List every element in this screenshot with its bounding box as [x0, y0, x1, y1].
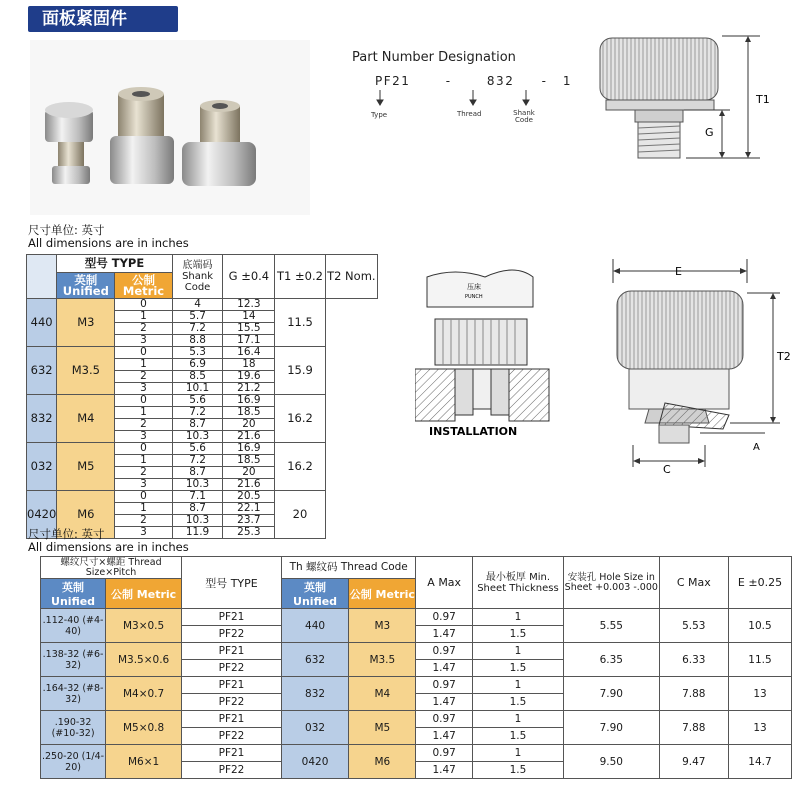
cell-shank: 1 [115, 311, 172, 323]
part-number-title: Part Number Designation [352, 50, 516, 65]
cell-code-metric: M3 [349, 609, 416, 643]
header-min-sheet: 最小板厚 Min. Sheet Thickness [472, 557, 563, 609]
dim-e: E [675, 265, 682, 278]
units-en: All dimensions are in inches [28, 236, 189, 250]
cell-g: 8.5 [172, 371, 223, 383]
cell-shank: 1 [115, 359, 172, 371]
cell-metric: M3 [57, 299, 115, 347]
cell-t1: 18.5 [223, 407, 275, 419]
cell-c: 5.53 [659, 609, 728, 643]
header-code-metric: 公制 Metric [349, 579, 416, 609]
cell-hole: 6.35 [564, 643, 660, 677]
installation-label: INSTALLATION [429, 425, 518, 438]
cell-t1: 21.2 [223, 383, 275, 395]
table-row [27, 443, 378, 455]
cell-shank: 3 [115, 335, 172, 347]
label-thread: Thread [457, 110, 482, 118]
cell-e: 13 [729, 677, 792, 711]
cell-g: 10.3 [172, 479, 223, 491]
cell-t1: 20.5 [223, 491, 275, 503]
cell-code-unified: 0420 [281, 745, 348, 779]
dim-t1: T1 [756, 93, 770, 106]
table-row [27, 395, 378, 407]
header-e: E ±0.25 [729, 557, 792, 609]
cell-type: PF21 [182, 609, 282, 626]
cell-type: PF21 [182, 677, 282, 694]
cell-t1: 16.9 [223, 395, 275, 407]
cell-e: 14.7 [729, 745, 792, 779]
cell-g: 7.2 [172, 407, 223, 419]
cell-t1: 14 [223, 311, 275, 323]
header-t2: T2 Nom. [325, 255, 377, 299]
header-a: A Max [416, 557, 472, 609]
label-shank: Shank Code [513, 109, 535, 124]
cell-metric: M6 [57, 491, 115, 539]
part-number-code [375, 74, 572, 88]
cell-a: 0.97 [416, 745, 472, 762]
cell-unified: 632 [27, 347, 57, 395]
cell-min-sheet: 1 [472, 643, 563, 660]
installation-drawing [415, 265, 575, 445]
cell-t2: 11.5 [275, 299, 325, 347]
cell-type: PF21 [182, 711, 282, 728]
header-metric: 公制 Metric [115, 273, 172, 299]
cell-code-unified: 440 [281, 609, 348, 643]
cell-type: PF22 [182, 660, 282, 677]
cell-min-sheet: 1 [472, 677, 563, 694]
cell-code-metric: M3.5 [349, 643, 416, 677]
cell-g: 11.9 [172, 527, 223, 539]
cell-g: 5.6 [172, 443, 223, 455]
cell-thread-unified: .190-32 (#10-32) [41, 711, 106, 745]
cell-shank: 0 [115, 443, 172, 455]
cell-g: 10.1 [172, 383, 223, 395]
code-dash: - [445, 74, 452, 88]
header-type-2: 型号 TYPE [182, 557, 282, 609]
cell-a: 1.47 [416, 626, 472, 643]
cell-t1: 23.7 [223, 515, 275, 527]
header-type: 型号 TYPE [57, 255, 172, 273]
cell-g: 6.9 [172, 359, 223, 371]
cell-e: 13 [729, 711, 792, 745]
cell-g: 10.3 [172, 431, 223, 443]
cell-thread-metric: M3×0.5 [106, 609, 182, 643]
cell-shank: 3 [115, 527, 172, 539]
header-t1: T1 ±0.2 [275, 255, 325, 299]
table-row [27, 347, 378, 359]
cell-t1: 18.5 [223, 455, 275, 467]
cell-a: 0.97 [416, 677, 472, 694]
cell-t1: 20 [223, 419, 275, 431]
label-type: Type [371, 111, 388, 119]
units-cn: 尺寸单位: 英寸 [28, 223, 105, 237]
cell-t1: 25.3 [223, 527, 275, 539]
cell-code-metric: M6 [349, 745, 416, 779]
cell-hole: 5.55 [564, 609, 660, 643]
cell-a: 0.97 [416, 609, 472, 626]
cell-e: 10.5 [729, 609, 792, 643]
cell-shank: 2 [115, 371, 172, 383]
cell-shank: 2 [115, 467, 172, 479]
cell-thread-metric: M5×0.8 [106, 711, 182, 745]
header-c: C Max [659, 557, 728, 609]
units-cn-2: 尺寸单位: 英寸 [28, 527, 105, 541]
cell-g: 8.7 [172, 467, 223, 479]
fastener-side-drawing [590, 28, 790, 168]
cell-min-sheet: 1 [472, 711, 563, 728]
cell-t2: 20 [275, 491, 325, 539]
cell-min-sheet: 1.5 [472, 762, 563, 779]
cell-g: 5.3 [172, 347, 223, 359]
cell-thread-metric: M6×1 [106, 745, 182, 779]
cell-code-metric: M5 [349, 711, 416, 745]
cell-unified: 0420 [27, 491, 57, 539]
cell-type: PF22 [182, 694, 282, 711]
cell-shank: 2 [115, 419, 172, 431]
cell-metric: M4 [57, 395, 115, 443]
cell-t1: 19.6 [223, 371, 275, 383]
cell-c: 7.88 [659, 711, 728, 745]
cell-t1: 21.6 [223, 479, 275, 491]
header-thread-code: Th 螺纹码 Thread Code [281, 557, 416, 579]
cell-a: 1.47 [416, 694, 472, 711]
code-shank: 1 [562, 74, 572, 88]
cell-e: 11.5 [729, 643, 792, 677]
dim-c: C [663, 463, 671, 476]
cell-thread-metric: M3.5×0.6 [106, 643, 182, 677]
cell-g: 7.1 [172, 491, 223, 503]
fastener-mounted-drawing [605, 255, 795, 480]
press-cn: 压床 [467, 283, 481, 291]
cell-g: 5.7 [172, 311, 223, 323]
cell-g: 4 [172, 299, 223, 311]
cell-min-sheet: 1.5 [472, 660, 563, 677]
press-en: PUNCH [465, 294, 483, 300]
cell-t1: 18 [223, 359, 275, 371]
cell-a: 0.97 [416, 643, 472, 660]
part-number-arrows [370, 88, 550, 110]
cell-c: 7.88 [659, 677, 728, 711]
cell-thread-unified: .164-32 (#8-32) [41, 677, 106, 711]
cell-metric: M3.5 [57, 347, 115, 395]
dim-g: G [705, 126, 714, 139]
cell-c: 6.33 [659, 643, 728, 677]
cell-a: 1.47 [416, 660, 472, 677]
header-g: G ±0.4 [223, 255, 275, 299]
cell-t2: 16.2 [275, 395, 325, 443]
cell-code-unified: 832 [281, 677, 348, 711]
cell-code-unified: 632 [281, 643, 348, 677]
code-type: PF21 [375, 74, 411, 88]
units-en-2: All dimensions are in inches [28, 540, 189, 554]
cell-code-unified: 032 [281, 711, 348, 745]
cell-c: 9.47 [659, 745, 728, 779]
cell-type: PF22 [182, 762, 282, 779]
table-row [27, 299, 378, 311]
cell-t1: 16.4 [223, 347, 275, 359]
header-unified: 英制 Unified [57, 273, 115, 299]
cell-unified: 832 [27, 395, 57, 443]
cell-min-sheet: 1 [472, 745, 563, 762]
cell-t1: 17.1 [223, 335, 275, 347]
cell-shank: 1 [115, 455, 172, 467]
table-row [41, 677, 792, 694]
cell-t1: 12.3 [223, 299, 275, 311]
cell-shank: 0 [115, 491, 172, 503]
cell-t1: 21.6 [223, 431, 275, 443]
cell-shank: 3 [115, 431, 172, 443]
cell-g: 7.2 [172, 455, 223, 467]
cell-unified: 032 [27, 443, 57, 491]
cell-type: PF22 [182, 626, 282, 643]
cell-min-sheet: 1.5 [472, 694, 563, 711]
header-code-unified: 英制 Unified [281, 579, 348, 609]
table-row [27, 491, 378, 503]
table-row [41, 609, 792, 626]
cell-a: 1.47 [416, 762, 472, 779]
cell-g: 7.2 [172, 323, 223, 335]
cell-min-sheet: 1.5 [472, 626, 563, 643]
cell-shank: 0 [115, 299, 172, 311]
header-thread-size: 螺纹尺寸×螺距 Thread Size×Pitch [41, 557, 182, 579]
table-row [41, 711, 792, 728]
page-title: 面板紧固件 [28, 6, 178, 32]
cell-hole: 7.90 [564, 711, 660, 745]
table-row [41, 643, 792, 660]
cell-a: 1.47 [416, 728, 472, 745]
cell-type: PF21 [182, 745, 282, 762]
thread-table [40, 556, 792, 779]
cell-thread-metric: M4×0.7 [106, 677, 182, 711]
cell-shank: 3 [115, 383, 172, 395]
cell-t1: 16.9 [223, 443, 275, 455]
cell-shank: 1 [115, 407, 172, 419]
header-shank: 底端码 Shank Code [172, 255, 223, 299]
cell-g: 8.7 [172, 503, 223, 515]
code-dash: - [541, 74, 548, 88]
cell-t2: 16.2 [275, 443, 325, 491]
cell-min-sheet: 1.5 [472, 728, 563, 745]
cell-shank: 0 [115, 395, 172, 407]
cell-shank: 1 [115, 503, 172, 515]
cell-g: 8.8 [172, 335, 223, 347]
cell-hole: 9.50 [564, 745, 660, 779]
cell-g: 8.7 [172, 419, 223, 431]
cell-shank: 3 [115, 479, 172, 491]
cell-shank: 2 [115, 515, 172, 527]
cell-a: 0.97 [416, 711, 472, 728]
cell-t1: 15.5 [223, 323, 275, 335]
cell-t2: 15.9 [275, 347, 325, 395]
cell-t1: 20 [223, 467, 275, 479]
code-thread: 832 [486, 74, 515, 88]
cell-thread-unified: .112-40 (#4-40) [41, 609, 106, 643]
dim-a: A [753, 442, 760, 453]
cell-thread-unified: .138-32 (#6-32) [41, 643, 106, 677]
cell-g: 10.3 [172, 515, 223, 527]
cell-shank: 0 [115, 347, 172, 359]
cell-code-metric: M4 [349, 677, 416, 711]
cell-g: 5.6 [172, 395, 223, 407]
cell-thread-unified: .250-20 (1/4-20) [41, 745, 106, 779]
table-row [41, 745, 792, 762]
cell-unified: 440 [27, 299, 57, 347]
header-unified-2: 英制 Unified [41, 579, 106, 609]
cell-type: PF21 [182, 643, 282, 660]
cell-metric: M5 [57, 443, 115, 491]
dimension-table [26, 254, 378, 539]
product-photo [30, 40, 310, 215]
cell-t1: 22.1 [223, 503, 275, 515]
header-metric-2: 公制 Metric [106, 579, 182, 609]
cell-min-sheet: 1 [472, 609, 563, 626]
cell-type: PF22 [182, 728, 282, 745]
cell-hole: 7.90 [564, 677, 660, 711]
dim-t2: T2 [777, 350, 791, 363]
header-hole-size: 安装孔 Hole Size in Sheet +0.003 -.000 [564, 557, 660, 609]
cell-shank: 2 [115, 323, 172, 335]
